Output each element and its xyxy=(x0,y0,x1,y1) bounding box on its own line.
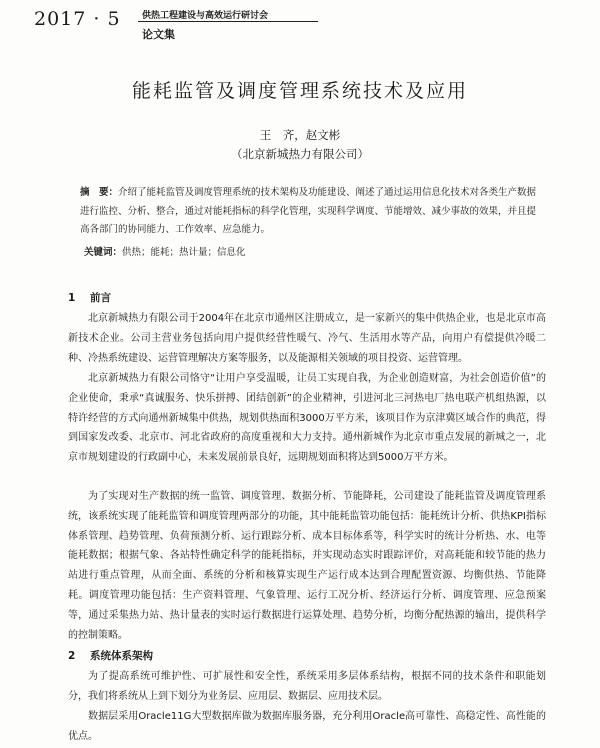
abstract-label: 摘 要： xyxy=(80,187,119,198)
section-heading-1 xyxy=(68,290,111,305)
section-number: 2 xyxy=(68,650,76,662)
paragraph: 北京新城热力有限公司于2004年在北京市通州区注册成立，是一家新兴的集中供热企业，也是北京市高新技术企业。公司主营业务包括向用户提供经营性暖气、冷气、生活用水等产品，向用户有偿提供冷暖二种、冷热系统建设、运营管理解决方案等服务，以及能源相关领域的项目投资、运营管理。 xyxy=(68,313,546,364)
abstract-text: 介绍了能耗监管及调度管理系统的技术架构及功能建设、阐述了通过运用信息化技术对各类生产数据进行监控、分析、整合，通过对能耗指标的科学化管理，实现科学调度、节能增效、减少事故的效果，并且提高各部门的协同能力、工作效率、应急能力。 xyxy=(80,187,537,235)
keywords-label: 关键词： xyxy=(84,247,123,258)
collection-name: 论文集 xyxy=(142,28,175,41)
section-title: 系统体系架构 xyxy=(90,650,153,662)
keywords-text: 供热；能耗；热计量；信息化 xyxy=(122,247,246,258)
paragraph: 为了提高系统可维护性、可扩展性和安全性，系统采用多层体系结构，根据不同的技术条件和职能划分，我们将系统从上到下划分为业务层、应用层、数据层、应用技术层。 xyxy=(68,671,546,702)
keywords xyxy=(84,244,542,258)
paper-authors: 王 齐，赵文彬 xyxy=(259,128,341,142)
abstract xyxy=(80,184,538,240)
running-header xyxy=(34,6,574,44)
header-rule xyxy=(138,21,318,22)
section-heading-2 xyxy=(68,648,153,663)
conference-name: 供热工程建设与高效运行研讨会 xyxy=(142,11,269,21)
section-number: 1 xyxy=(68,292,76,304)
author-affiliation: （北京新城热力有限公司） xyxy=(231,147,369,161)
paper-title: 能耗监管及调度管理系统技术及应用 xyxy=(131,80,468,102)
paragraph: 数据层采用Oracle11G大型数据库做为数据库服务器，充分利用Oracle高可靠性、高稳定性、高性能的优点。 xyxy=(68,711,546,742)
section-title: 前言 xyxy=(90,292,111,304)
year-issue: 2017 · 5 xyxy=(34,8,121,30)
paragraph: 为了实现对生产数据的统一监管、调度管理、数据分析、节能降耗，公司建设了能耗监管及调度管理系统，该系统实现了能耗监管和调度管理两部分的功能，其中能耗监管功能包括：能耗统计分析、供热KPI指标体系管理、趋势管理、负荷预测分析、运行跟踪分析、成本目标体系等，科学实时的统计分析热、水、电等能耗数据；根据气象、各站特性确定科学的能耗指标，并实现动态实时跟踪评价，对高耗能和较节能的热力站进行重点管理，从而全面、系统的分析和核算实现生产运行成本达到合理配置资源、均衡供热、节能降耗。调度管理功能包括：生产资料管理、气象管理、运行工况分析、经济运行分析、调度管理、应急预案等，通过采集热力站、热计量表的实时运行数据进行运算处理、趋势分析，均衡分配热源的输出，提供科学的控制策略。 xyxy=(68,491,546,641)
paragraph: 北京新城热力有限公司恪守“让用户享受温暖，让员工实现自我，为企业创造财富，为社会创造价值”的企业使命，秉承“真诚服务、快乐拼搏、团结创新”的企业精神，引进河北三河热电厂热电联产机组热源，以特许经营的方式向通州新城集中供热，规划供热面积3000万平方米，该项目作为京津冀区域合作的典范，得到国家发改委、北京市、河北省政府的高度重视和大力支持。通州新城作为北京市重点发展的新城之一，北京市规划建设的行政副中心，未来发展前景良好，远期规划面积将达到5000万平方米。 xyxy=(68,373,546,464)
